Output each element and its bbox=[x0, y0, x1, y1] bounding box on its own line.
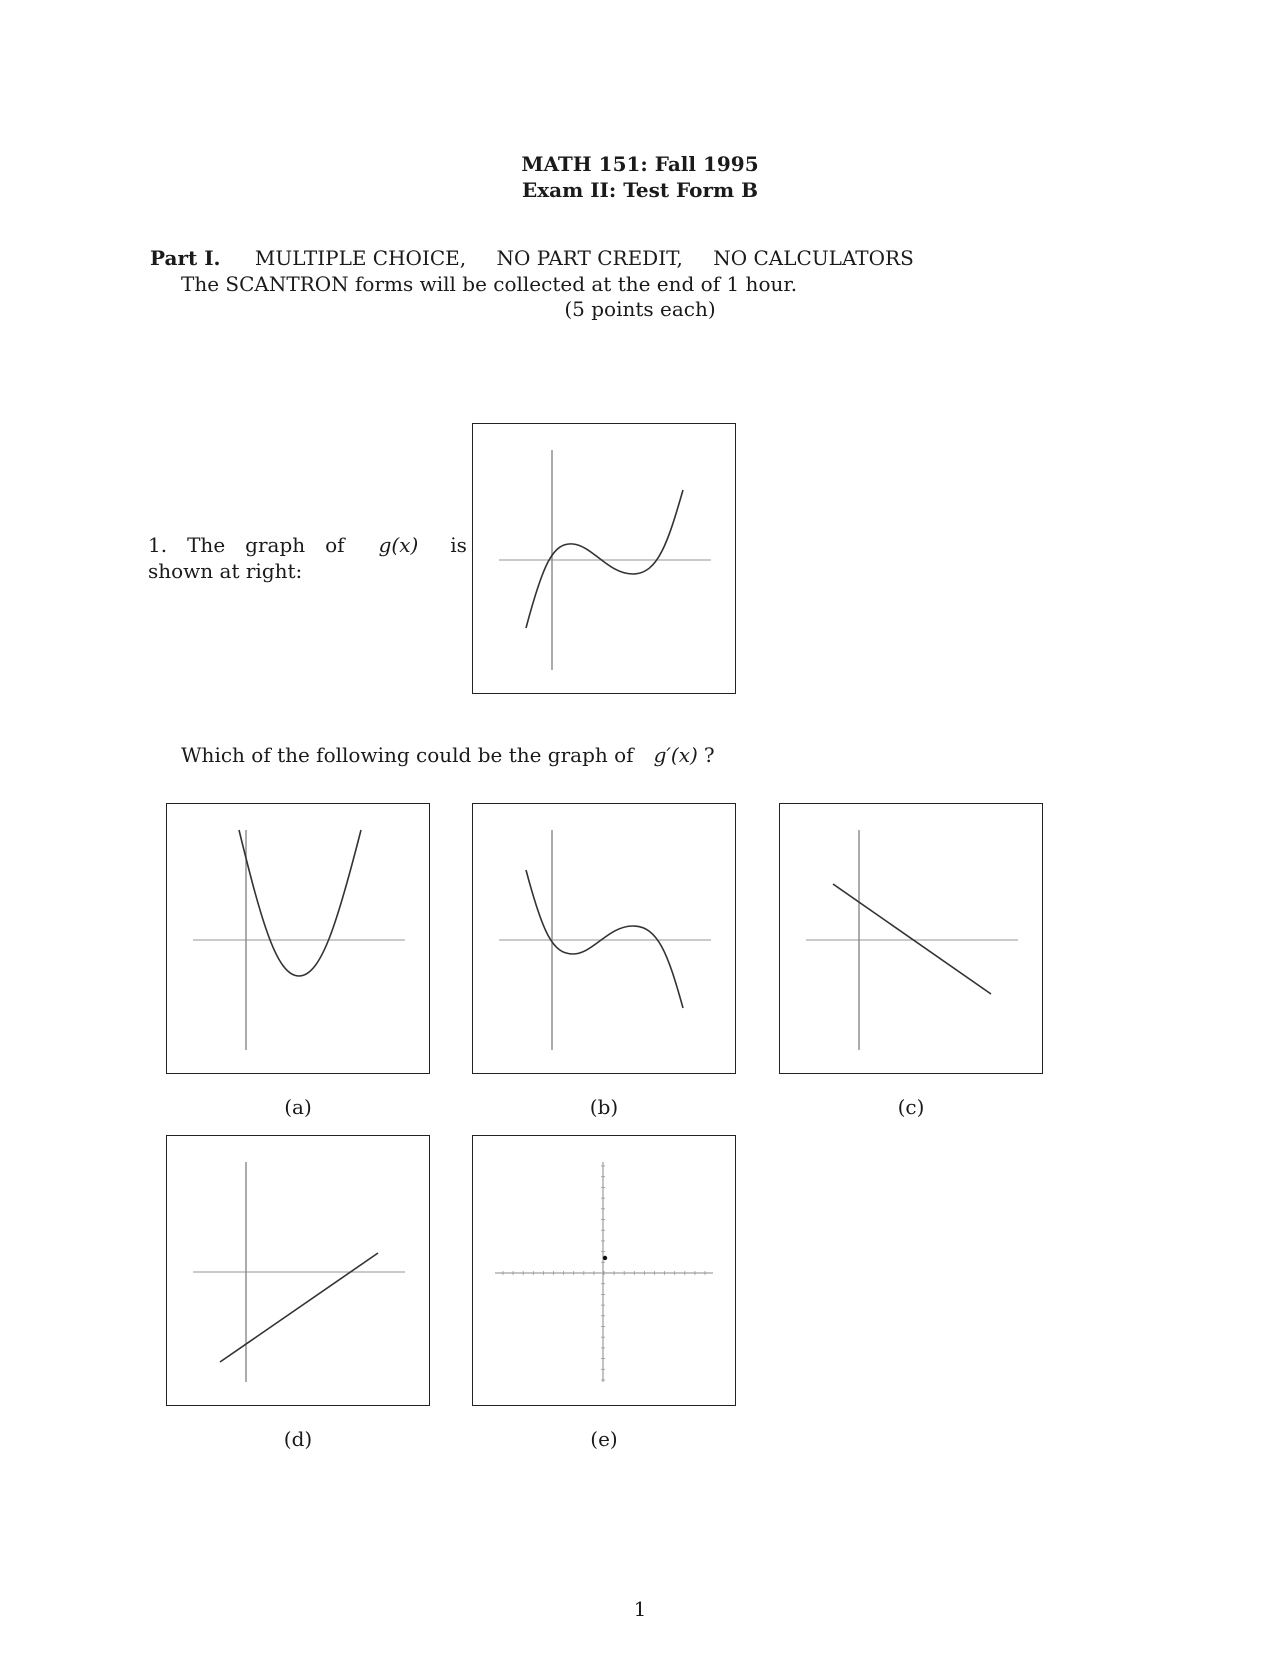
graph-g-plot bbox=[473, 424, 737, 695]
exam-title: Exam II: Test Form B bbox=[521, 178, 759, 202]
question-1-stem bbox=[148, 533, 467, 557]
choice-e-plot bbox=[473, 1136, 737, 1407]
choice-c-label: (c) bbox=[897, 1095, 925, 1119]
stem-word: is bbox=[450, 533, 467, 557]
choice-d-graph[interactable] bbox=[166, 1135, 430, 1406]
stem-word: The bbox=[187, 533, 226, 557]
single-point bbox=[603, 1256, 607, 1260]
stem-word: graph bbox=[245, 533, 306, 557]
cubic-curve bbox=[526, 490, 683, 628]
parabola-curve bbox=[239, 830, 361, 976]
choice-e-graph[interactable] bbox=[472, 1135, 736, 1406]
mode-text: MULTIPLE CHOICE, bbox=[254, 246, 467, 270]
choice-b-plot bbox=[473, 804, 737, 1075]
choice-d-plot bbox=[167, 1136, 431, 1407]
choice-a-label: (a) bbox=[284, 1095, 312, 1119]
scantron-note: The SCANTRON forms will be collected at the end of 1 hour. bbox=[181, 272, 798, 296]
decreasing-line bbox=[833, 884, 991, 994]
choice-b-graph[interactable] bbox=[472, 803, 736, 1074]
choice-c-graph[interactable] bbox=[779, 803, 1043, 1074]
choice-e-label: (e) bbox=[590, 1427, 618, 1451]
page-number: 1 bbox=[633, 1597, 647, 1621]
prompt-text: Which of the following could be the graph of bbox=[181, 743, 634, 767]
points-note: (5 points each) bbox=[564, 297, 716, 321]
question-1-stem-line2: shown at right: bbox=[148, 559, 303, 583]
choice-a-graph[interactable] bbox=[166, 803, 430, 1074]
stem-word: of bbox=[325, 533, 345, 557]
choice-a-plot bbox=[167, 804, 431, 1075]
credit-text: NO PART CREDIT, bbox=[496, 246, 683, 270]
function-g: g(x) bbox=[378, 533, 419, 557]
choice-d-label: (d) bbox=[283, 1427, 313, 1451]
part-label: Part I. bbox=[150, 246, 221, 270]
choice-b-label: (b) bbox=[589, 1095, 619, 1119]
function-g-prime: g′(x) bbox=[653, 743, 698, 767]
course-title: MATH 151: Fall 1995 bbox=[521, 152, 759, 176]
question-number: 1. bbox=[148, 533, 168, 557]
ticked-axes bbox=[495, 1162, 713, 1382]
calculators-text: NO CALCULATORS bbox=[713, 246, 914, 270]
cubic-curve bbox=[526, 870, 683, 1008]
increasing-line bbox=[220, 1253, 378, 1362]
part-instructions bbox=[150, 246, 914, 270]
question-1-prompt bbox=[181, 743, 715, 767]
choice-c-plot bbox=[780, 804, 1044, 1075]
graph-g bbox=[472, 423, 736, 694]
prompt-suffix: ? bbox=[703, 743, 715, 767]
